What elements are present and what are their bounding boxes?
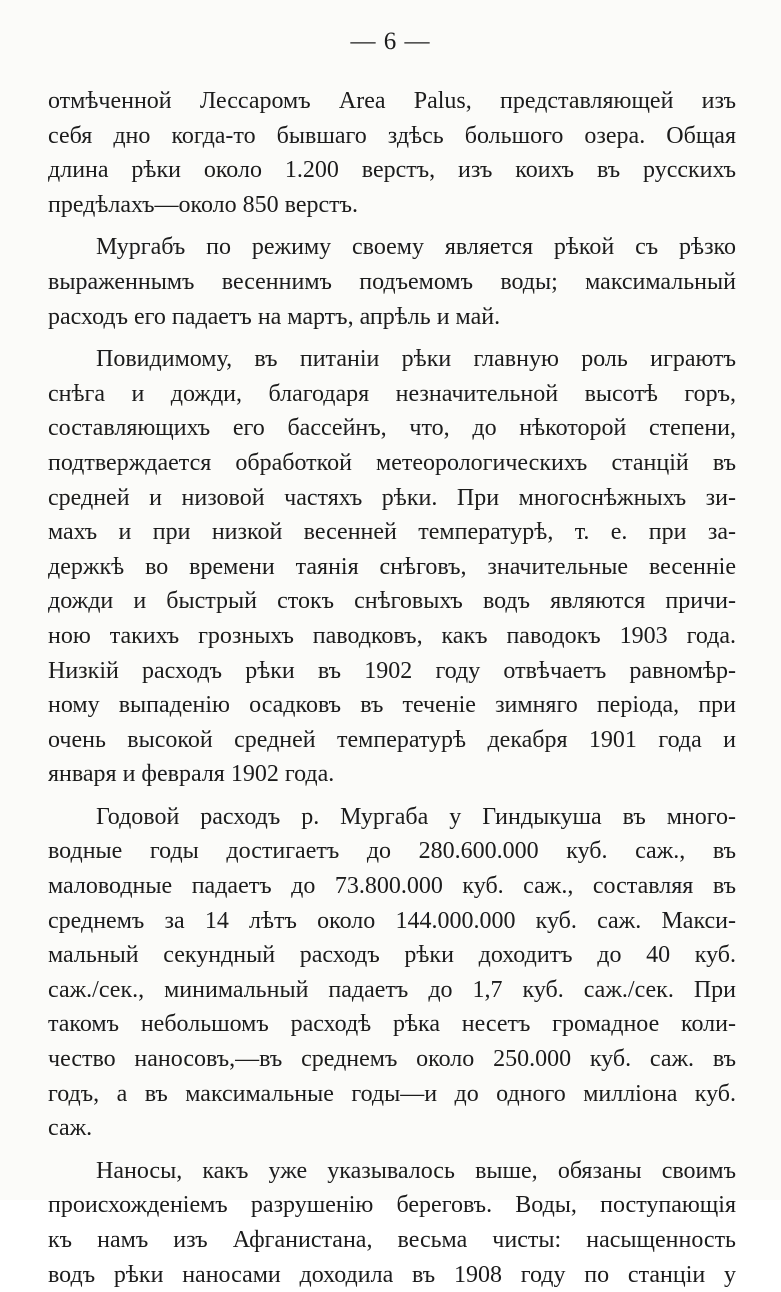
text-line: подтверждается обработкой метеорологическихъ станцій въ [48, 449, 736, 476]
paragraph-gap [48, 792, 736, 800]
text-line: расходъ его падаетъ на мартъ, апрѣль и май. [48, 303, 501, 330]
text-line: годъ, а въ максимальные годы—и до одного милліона куб. [48, 1080, 736, 1107]
text-line: водъ рѣки наносами доходила въ 1908 году по станціи у [48, 1261, 736, 1288]
paragraph [48, 84, 736, 222]
text-line: держкѣ во времени таянія снѣговъ, значительные весенніе [48, 553, 736, 580]
paragraph [48, 342, 736, 792]
text-line: Мургабъ по режиму своему является рѣкой съ рѣзко [96, 234, 736, 261]
text-line: выраженнымъ весеннимъ подъемомъ воды; максимальный [48, 268, 736, 295]
text-line: мальный секундный расходъ рѣки доходитъ до 40 куб. [48, 942, 736, 969]
text-line: Низкій расходъ рѣки въ 1902 году отвѣчаетъ равномѣр- [48, 657, 736, 684]
text-line: махъ и при низкой весенней температурѣ, т. е. при за- [48, 519, 736, 546]
text-line: такомъ небольшомъ расходѣ рѣка несетъ громадное коли- [48, 1011, 736, 1038]
text-line: очень высокой средней температурѣ декабря 1901 года и [48, 726, 736, 753]
text-line: саж. [48, 1115, 93, 1142]
text-line: происхожденіемъ разрушенію береговъ. Воды, поступающія [48, 1192, 736, 1219]
text-line: чество наносовъ,—въ среднемъ около 250.000 куб. саж. въ [48, 1046, 736, 1073]
text-line: маловодные падаетъ до 73.800.000 куб. саж., составляя въ [48, 873, 736, 900]
paragraph [48, 1154, 736, 1292]
text-line: къ намъ изъ Афганистана, весьма чисты: насыщенность [48, 1227, 736, 1253]
text-line: средней и низовой частяхъ рѣки. При многоснѣжныхъ зи- [48, 484, 736, 511]
text-line: отмѣченной Лессаромъ Area Palus, представляющей изъ [48, 88, 736, 114]
text-line: себя дно когда-то бывшаго здѣсь большого озера. Общая [48, 122, 736, 149]
text-line: саж./сек., минимальный падаетъ до 1,7 куб. саж./сек. При [48, 976, 736, 1003]
text-line: Повидимому, въ питаніи рѣки главную роль играютъ [96, 346, 736, 373]
paragraph-gap [48, 1146, 736, 1154]
paragraph [48, 800, 736, 1146]
text-line: ному выпаденію осадковъ въ теченіе зимняго періода, при [48, 692, 736, 719]
page-number: — 6 — [350, 28, 431, 55]
text-line: составляющихъ его бассейнъ, что, до нѣкоторой степени, [48, 415, 736, 442]
paragraph-gap [48, 222, 736, 230]
text-line: снѣга и дожди, благодаря незначительной высотѣ горъ, [48, 380, 736, 407]
paragraph [48, 230, 736, 334]
paragraph-gap [48, 334, 736, 342]
text-line: Годовой расходъ р. Мургаба у Гиндыкуша въ много- [96, 803, 736, 830]
text-line: предѣлахъ—около 850 верстъ. [48, 191, 359, 218]
text-line: длина рѣки около 1.200 верстъ, изъ коихъ въ русскихъ [48, 157, 736, 184]
text-line: дожди и быстрый стокъ снѣговыхъ водъ являются причи- [48, 588, 736, 615]
text-line: среднемъ за 14 лѣтъ около 144.000.000 куб. саж. Макси- [48, 907, 736, 934]
body-text [48, 84, 736, 1292]
text-line: января и февраля 1902 года. [48, 761, 335, 788]
text-line: ною такихъ грозныхъ паводковъ, какъ паводокъ 1903 года. [48, 622, 736, 649]
text-line: Наносы, какъ уже указывалось выше, обязаны своимъ [96, 1157, 736, 1184]
text-line: водные годы достигаетъ до 280.600.000 куб. саж., въ [48, 838, 736, 865]
